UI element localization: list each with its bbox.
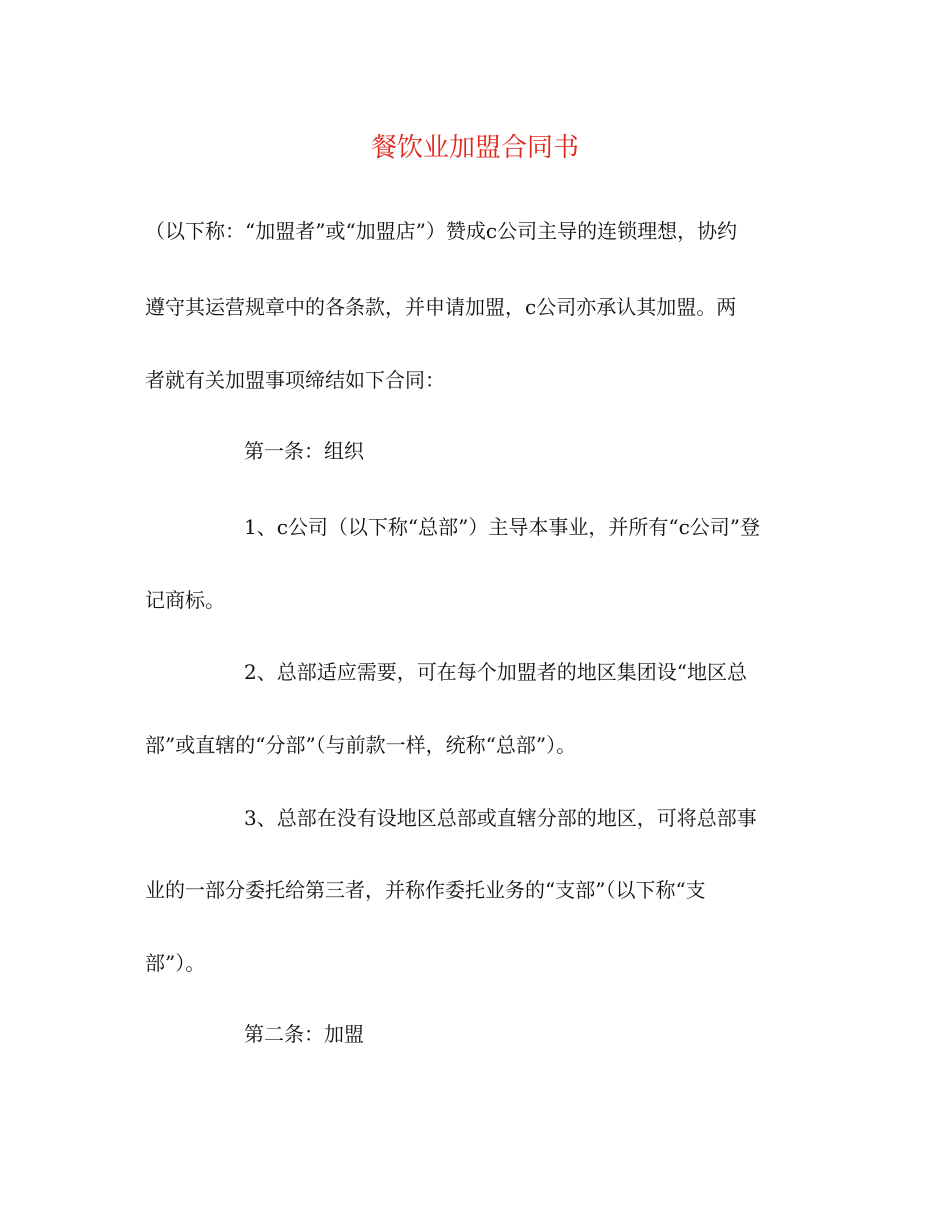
paragraph-line: 记商标。 (145, 588, 225, 612)
paragraph-line: 者就有关加盟事项缔结如下合同： (145, 368, 445, 392)
paragraph-line: 1、c公司（以下称“总部”）主导本事业，并所有“c公司”登 (244, 515, 761, 539)
paragraph-line: 部”或直辖的“分部”（与前款一样，统称“总部”）。 (145, 733, 577, 757)
paragraph-line: 业的一部分委托给第三者，并称作委托业务的“支部”（以下称“支 (145, 878, 706, 902)
document-title: 餐饮业加盟合同书 (370, 133, 579, 163)
paragraph-line: 遵守其运营规章中的各条款，并申请加盟，c公司亦承认其加盟。两 (145, 295, 737, 319)
paragraph-line: 2、总部适应需要，可在每个加盟者的地区集团设“地区总 (244, 660, 747, 684)
article-heading: 第二条：加盟 (244, 1022, 364, 1046)
article-heading: 第一条：组织 (244, 439, 364, 463)
paragraph-line: 3、总部在没有设地区总部或直辖分部的地区，可将总部事 (244, 806, 757, 830)
paragraph-line: 部”）。 (145, 951, 206, 975)
paragraph-line: （以下称：“加盟者”或“加盟店”）赞成c公司主导的连锁理想，协约 (145, 219, 738, 243)
